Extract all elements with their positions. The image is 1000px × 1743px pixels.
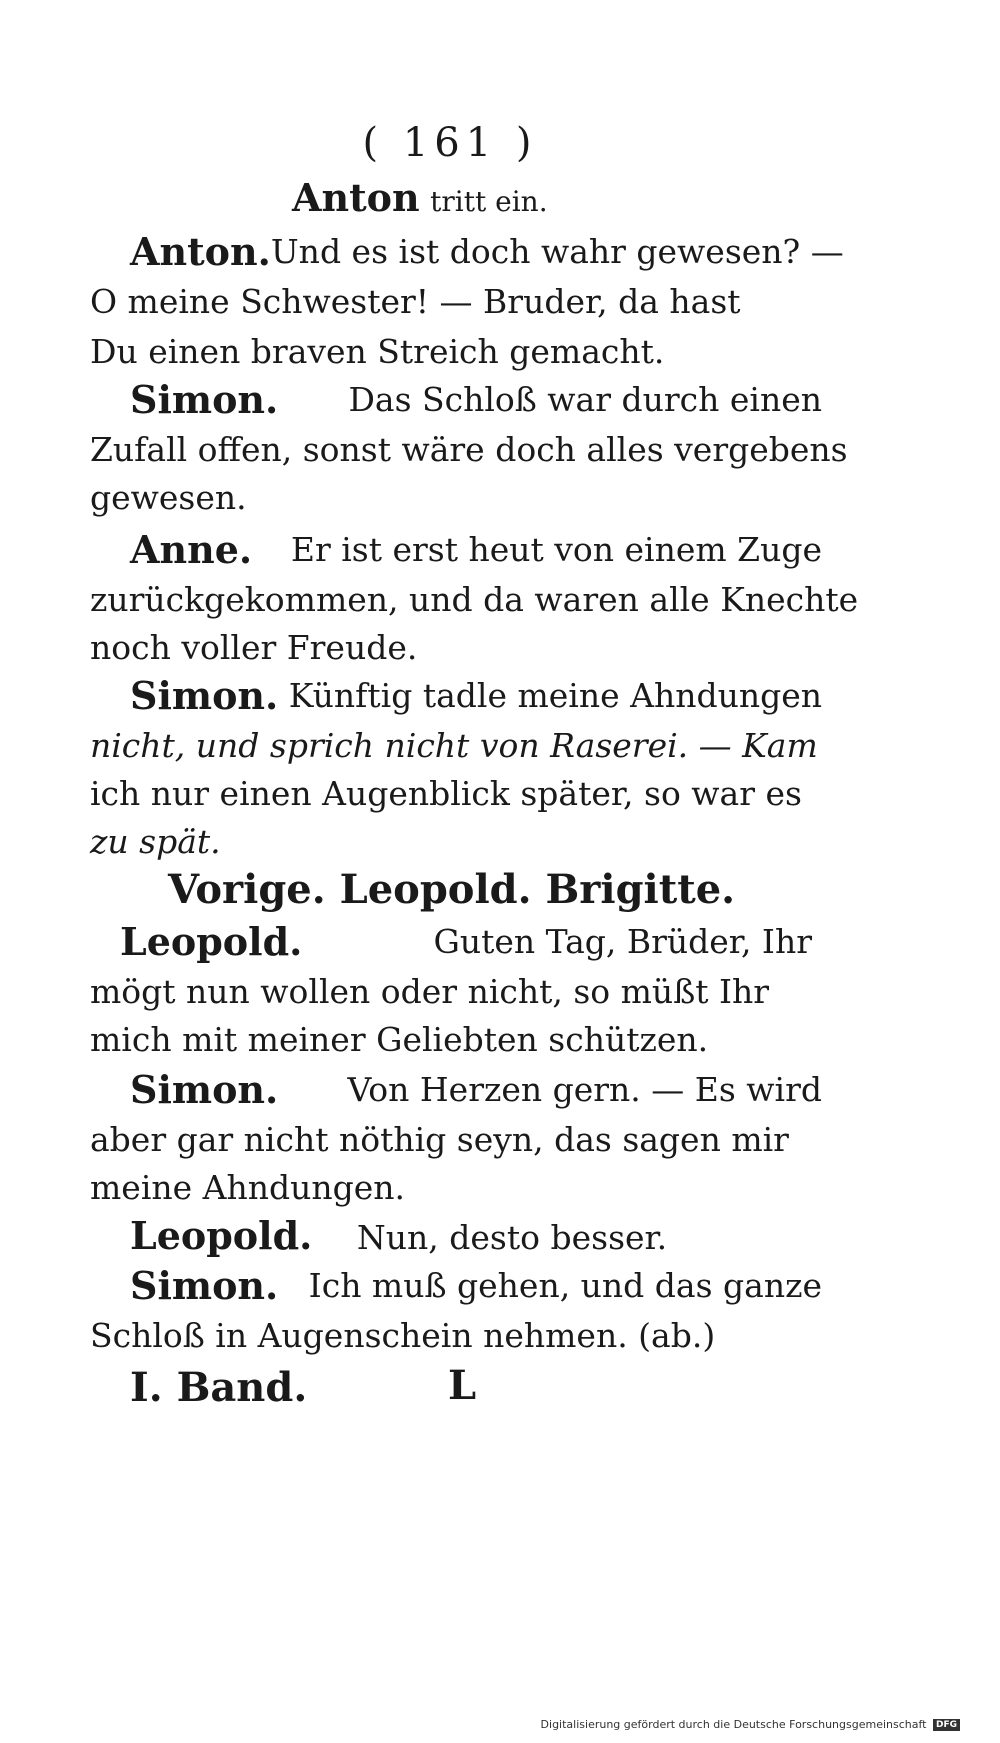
text-line: nicht, und sprich nicht von Raserei. — Kam	[90, 726, 818, 765]
text-line: mögt nun wollen oder nicht, so müßt Ihr	[90, 972, 770, 1011]
text-line	[130, 377, 822, 422]
digitization-credit	[541, 1718, 960, 1731]
page-number: ( 161 )	[362, 120, 538, 166]
text-line: zurückgekommen, und da waren alle Knechte	[90, 580, 859, 619]
speech-text: Und es ist doch wahr gewesen? —	[270, 232, 844, 271]
speaker-name: Anton.	[130, 229, 271, 274]
speaker-name: Anne.	[130, 527, 253, 572]
signature-letter: L	[448, 1362, 477, 1409]
speech-text: Ich muß gehen, und das ganze	[308, 1266, 822, 1305]
text-line: O meine Schwester! — Bruder, da hast	[90, 282, 741, 321]
text-line	[130, 1213, 668, 1258]
speech-text: Guten Tag, Brüder, Ihr	[433, 922, 812, 961]
stage-direction	[292, 175, 548, 222]
speech-text: Nun, desto besser.	[356, 1218, 668, 1257]
text-line	[120, 919, 812, 964]
speech-text: Das Schloß war durch einen	[348, 380, 822, 419]
speaker-name: Leopold.	[130, 1213, 313, 1258]
speaker-name: Anton	[292, 175, 420, 220]
credit-text: Digitalisierung gefördert durch die Deutsche Forschungsgemeinschaft	[540, 1718, 927, 1731]
text-line: Zufall offen, sonst wäre doch alles vergebens	[90, 430, 848, 469]
speaker-name: Simon.	[130, 377, 279, 422]
speaker-name: Simon.	[130, 673, 279, 718]
text-line: meine Ahndungen.	[90, 1168, 406, 1207]
text-line	[130, 673, 822, 718]
text-line: ich nur einen Augenblick später, so war es	[90, 774, 802, 813]
text-line	[130, 229, 844, 274]
text-line	[130, 527, 822, 572]
text-line: Schloß in Augenschein nehmen. (ab.)	[90, 1316, 716, 1355]
text-line: Du einen braven Streich gemacht.	[90, 332, 665, 371]
speaker-name: Simon.	[130, 1263, 279, 1308]
speech-text: Von Herzen gern. — Es wird	[347, 1070, 822, 1109]
speaker-name: Leopold.	[120, 919, 303, 964]
dfg-logo: DFG	[933, 1719, 960, 1731]
speech-text: Künftig tadle meine Ahndungen	[288, 676, 822, 715]
text-line	[130, 1263, 822, 1308]
text-line: noch voller Freude.	[90, 628, 418, 667]
scene-heading: Vorige. Leopold. Brigitte.	[168, 866, 736, 913]
text-line	[130, 1067, 822, 1112]
text-line: mich mit meiner Geliebten schützen.	[90, 1020, 709, 1059]
text-line: aber gar nicht nöthig seyn, das sagen mir	[90, 1120, 789, 1159]
text-line: zu spät.	[90, 822, 221, 861]
speaker-name: Simon.	[130, 1067, 279, 1112]
speech-text: Er ist erst heut von einem Zuge	[290, 530, 822, 569]
signature-mark: I. Band.	[130, 1364, 308, 1411]
direction-text: tritt ein.	[430, 185, 548, 218]
text-line: gewesen.	[90, 478, 247, 517]
